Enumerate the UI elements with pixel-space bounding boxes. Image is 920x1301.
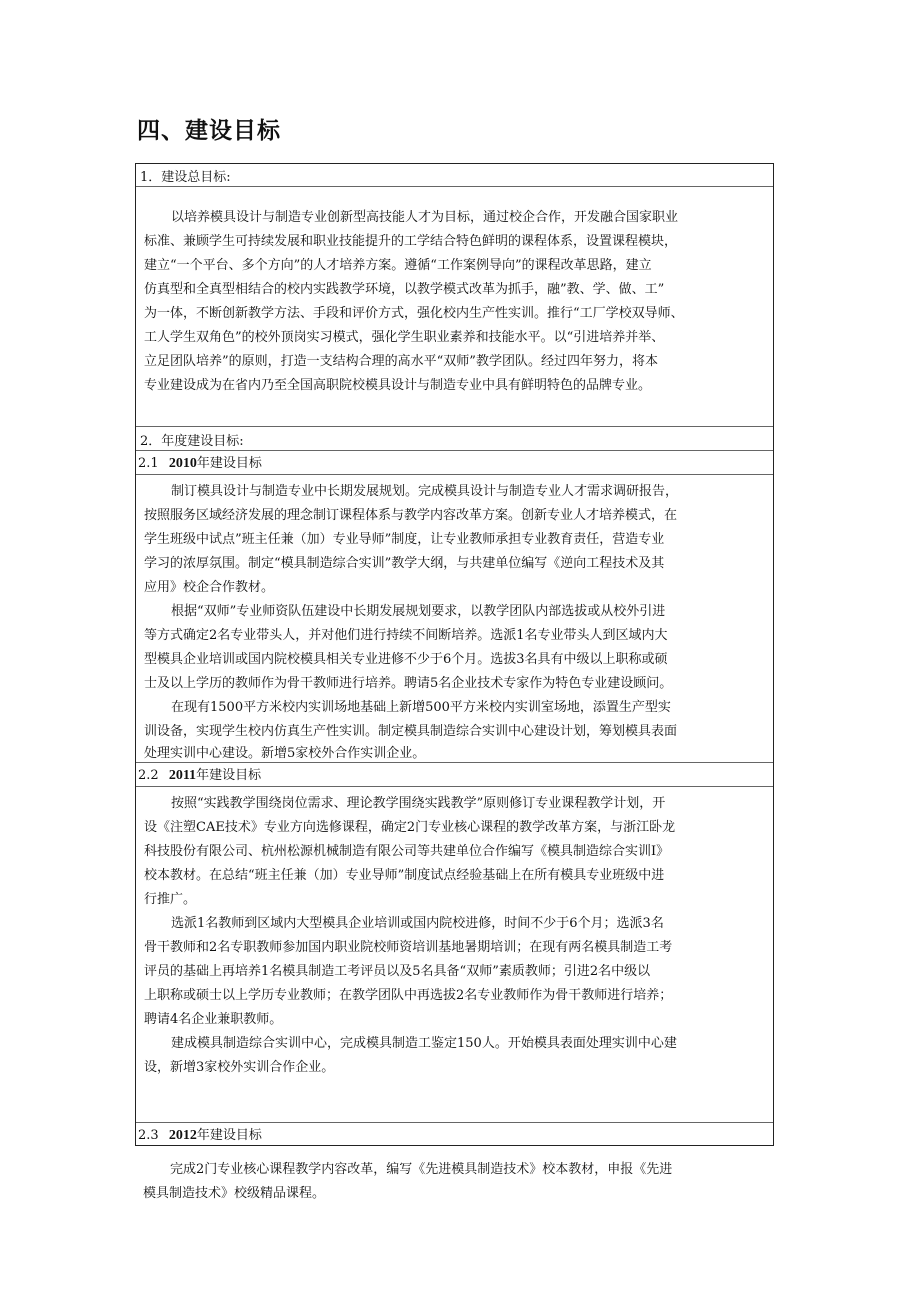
text-line: 型模具企业培训或国内院校模具相关专业进修不少于6个月。选拔3名具有中级以上职称或硕 [144, 652, 668, 667]
divider-line [136, 426, 773, 427]
text-line: 设，新增3家校外实训合作企业。 [144, 1060, 335, 1075]
subsection-2-1-title [138, 452, 262, 476]
text-line: 行推广。 [144, 892, 197, 907]
goals-table [135, 163, 774, 1146]
subsection-year: 2011 [168, 768, 197, 783]
text-line: 标准、兼顾学生可持续发展和职业技能提升的工学结合特色鲜明的课程体系，设置课程模块， [144, 234, 678, 249]
text-line: 处理实训中心建设。新增5家校外合作实训企业。 [144, 746, 426, 761]
text-line: 仿真型和全真型相结合的校内实践教学环境，以教学模式改革为抓手，融”教、学、做、工” [144, 282, 665, 297]
text-line: 士及以上学历的教师作为骨干教师进行培养。聘请5名企业技术专家作为特色专业建设顾问。 [144, 676, 673, 691]
text-line: 选派1名教师到区域内大型模具企业培训或国内院校进修，时间不少于6个月；选派3名 [171, 916, 664, 931]
text-line: 建成模具制造综合实训中心，完成模具制造工鉴定150人。开始模具表面处理实训中心建 [171, 1036, 677, 1051]
text-line: 应用》校企合作教材。 [144, 580, 275, 595]
text-line: 上职称或硕士以上学历专业教师；在教学团队中再选拔2名专业教师作为骨干教师进行培养； [144, 988, 673, 1003]
subsection-label: 年建设目标 [196, 456, 262, 471]
subsection-year: 2012 [168, 1128, 197, 1143]
subsection-2-3-title [138, 1124, 262, 1148]
text-line: 学习的浓厚氛围。制定“模具制造综合实训”教学大纲，与共建单位编写《逆向工程技术及其 [144, 556, 665, 571]
text-line: 骨干教师和2名专职教师参加国内职业院校师资培训基地暑期培训；在现有两名模具制造工考 [144, 940, 673, 955]
text-line: 立足团队培养”的原则，打造一支结构合理的高水平“双师”教学团队。经过四年努力，将本 [144, 354, 658, 369]
section-1-title: 1．建设总目标: [140, 170, 231, 185]
text-line: 评员的基础上再培养1名模具制造工考评员以及5名具备“双师”素质教师；引进2名中级以 [144, 964, 651, 979]
text-line: 工人学生双角色”的校外顶岗实习模式，强化学生职业素养和技能水平。以“引进培养并举、 [144, 330, 665, 345]
subsection-number: 2.2 [138, 768, 159, 783]
text-line: 等方式确定2名专业带头人，并对他们进行持续不间断培养。选派1名专业带头人到区域内大 [144, 628, 668, 643]
subsection-number: 2.1 [138, 456, 159, 471]
text-line: 建立“一个平台、多个方向”的人才培养方案。遵循“工作案例导向”的课程改革思路，建立 [144, 258, 652, 273]
section-2-title: 2．年度建设目标: [140, 434, 244, 449]
text-line: 学生班级中试点”班主任兼（加）专业导师”制度，让专业教师承担专业教育责任，营造专业 [144, 532, 665, 547]
text-line: 模具制造技术》校级精品课程。 [143, 1186, 326, 1201]
divider-line [136, 1122, 773, 1123]
subsection-label: 年建设目标 [196, 1128, 262, 1143]
text-line: 以培养模具设计与制造专业创新型高技能人才为目标，通过校企合作，开发融合国家职业 [171, 210, 679, 225]
subsection-number: 2.3 [138, 1128, 159, 1143]
text-line: 根据“双师”专业师资队伍建设中长期发展规划要求，以教学团队内部选拔或从校外引进 [171, 604, 666, 619]
text-line: 专业建设成为在省内乃至全国高职院校模具设计与制造专业中具有鲜明特色的品牌专业。 [144, 378, 652, 393]
text-line: 科技股份有限公司、杭州松源机械制造有限公司等共建单位合作编写《模具制造综合实训I》 [144, 844, 670, 859]
text-line: 在现有1500平方米校内实训场地基础上新增500平方米校内实训室场地，添置生产型实 [171, 700, 671, 715]
text-line: 校本教材。在总结“班主任兼（加）专业导师”制度试点经验基础上在所有模具专业班级中进 [144, 868, 665, 883]
text-line: 设《注塑CAE技术》专业方向选修课程，确定2门专业核心课程的教学改革方案，与浙江卧龙 [144, 820, 676, 835]
text-line: 按照“实践教学围绕岗位需求、理论教学围绕实践教学”原则修订专业课程教学计划，开 [171, 796, 666, 811]
text-line: 训设备，实现学生校内仿真生产性实训。制定模具制造综合实训中心建设计划，筹划模具表面 [144, 724, 678, 739]
text-line: 聘请4名企业兼职教师。 [144, 1012, 283, 1027]
text-line: 制订模具设计与制造专业中长期发展规划。完成模具设计与制造专业人才需求调研报告， [171, 484, 679, 499]
text-line: 为一体，不断创新教学方法、手段和评价方式，强化校内生产性实训。推行“工厂学校双导师、 [144, 306, 684, 321]
subsection-label: 年建设目标 [196, 768, 262, 783]
text-line: 完成2门专业核心课程教学内容改革，编写《先进模具制造技术》校本教材，申报《先进 [170, 1162, 673, 1177]
divider-line [136, 186, 773, 187]
text-line: 按照服务区域经济发展的理念制订课程体系与教学内容改革方案。创新专业人才培养模式，在 [144, 508, 678, 523]
subsection-year: 2010 [168, 456, 197, 471]
subsection-2-2-title [138, 764, 261, 788]
section-heading: 四、建设目标 [137, 118, 281, 144]
